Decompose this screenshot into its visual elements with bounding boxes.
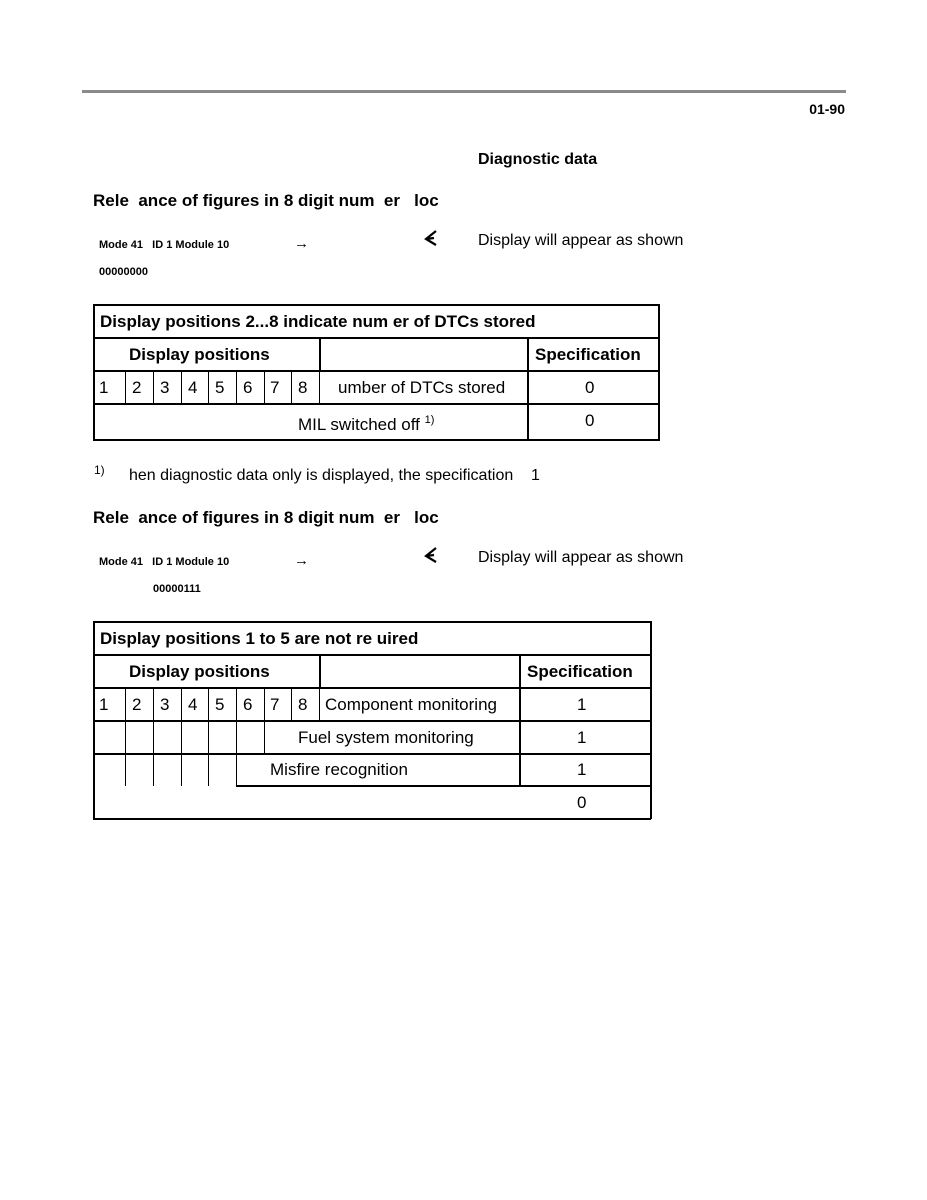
position-cell: 4 bbox=[188, 695, 198, 714]
section-2-heading: Rele ance of figures in 8 digit num er loc bbox=[93, 508, 439, 527]
position-cell: 2 bbox=[132, 695, 142, 714]
position-cell: 1 bbox=[99, 695, 109, 714]
table-1-row-spec: 0 bbox=[585, 411, 595, 430]
position-cell: 1 bbox=[99, 378, 109, 397]
section-2-display-note: Display will appear as shown bbox=[478, 549, 684, 566]
table-2-spec-header: Specification bbox=[527, 662, 633, 681]
section-1-display-note: Display will appear as shown bbox=[478, 232, 684, 249]
position-cell: 8 bbox=[298, 695, 308, 714]
page-number: 01-90 bbox=[809, 101, 845, 117]
section-title: Diagnostic data bbox=[478, 151, 598, 168]
footnote-text: hen diagnostic data only is displayed, the specification 1 bbox=[129, 467, 540, 484]
position-cell: 4 bbox=[188, 378, 198, 397]
position-cell: 7 bbox=[270, 695, 280, 714]
back-arrow-icon bbox=[423, 230, 439, 251]
table-1-positions-header: Display positions bbox=[129, 345, 270, 364]
position-cell: 7 bbox=[270, 378, 280, 397]
back-arrow-icon bbox=[423, 547, 439, 568]
table-1-row-label: umber of DTCs stored bbox=[338, 378, 506, 397]
footnote-marker: 1) bbox=[424, 414, 435, 426]
table-2-row-spec: 1 bbox=[577, 695, 587, 714]
position-cell: 3 bbox=[160, 378, 170, 397]
right-arrow-icon: → bbox=[294, 235, 309, 252]
table-2-row-spec: 1 bbox=[577, 728, 587, 747]
table-1-title: Display positions 2...8 indicate num er of DTCs stored bbox=[100, 312, 536, 331]
section-2-display-code: 00000111 bbox=[153, 583, 201, 595]
right-arrow-icon: → bbox=[294, 552, 309, 569]
table-2-row-label: Misfire recognition bbox=[270, 760, 408, 779]
position-cell: 5 bbox=[215, 378, 225, 397]
table-1-row-label: MIL switched off $^{1)}$ bbox=[298, 414, 435, 434]
section-1-heading: Rele ance of figures in 8 digit num er loc bbox=[93, 191, 439, 210]
position-cell: 3 bbox=[160, 695, 170, 714]
table-2-row-label: Fuel system monitoring bbox=[298, 728, 474, 747]
position-cell: 6 bbox=[243, 695, 253, 714]
position-cell: 8 bbox=[298, 378, 308, 397]
table-2-row-label: Component monitoring bbox=[325, 695, 497, 714]
position-cell: 5 bbox=[215, 695, 225, 714]
section-1-mode-line: Mode 41 ID 1 Module 10 bbox=[99, 239, 230, 251]
section-2-mode-line: Mode 41 ID 1 Module 10 bbox=[99, 556, 230, 568]
section-1-display-code: 00000000 bbox=[99, 266, 148, 278]
position-cell: 6 bbox=[243, 378, 253, 397]
table-2-positions-header: Display positions bbox=[129, 662, 270, 681]
table-2-row-spec: 0 bbox=[577, 793, 587, 812]
table-2-row-spec: 1 bbox=[577, 760, 587, 779]
table-1-spec-header: Specification bbox=[535, 345, 641, 364]
table-2-title: Display positions 1 to 5 are not re uired bbox=[100, 629, 419, 648]
header-rule bbox=[82, 90, 846, 93]
footnote-mark: 1) bbox=[94, 463, 105, 477]
position-cell: 2 bbox=[132, 378, 142, 397]
table-1-row-spec: 0 bbox=[585, 378, 595, 397]
